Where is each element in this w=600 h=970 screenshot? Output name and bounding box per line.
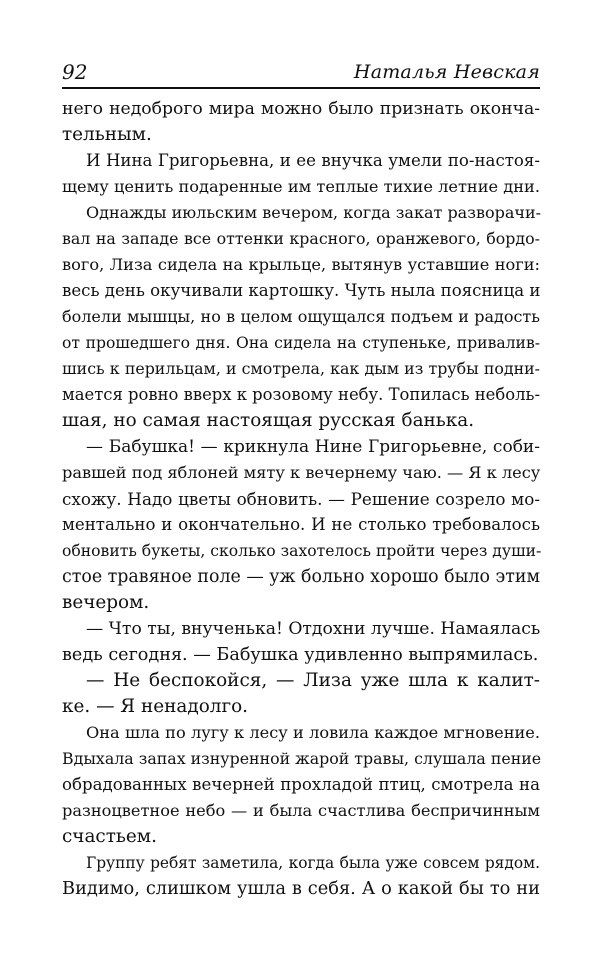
text-line: него недоброго мира можно было признать оконча- <box>62 99 540 119</box>
body-text <box>62 96 540 902</box>
text-line: стое травяное поле — уж больно хорошо было этим <box>62 567 540 587</box>
text-line: — Не беспокойся, — Лиза уже шла к калит- <box>86 670 540 691</box>
text-line: Она шла по лугу к лесу и ловила каждое мгновение. <box>86 723 540 742</box>
text-line: болели мышцы, но в целом ощущался подъем и радость <box>62 307 540 326</box>
text-line: ментально и окончательно. И не столько требовалось <box>62 515 540 534</box>
text-line: счастьем. <box>62 826 157 847</box>
text-line: весь день окучивали картошку. Чуть ныла поясница и <box>62 281 541 300</box>
running-head: Наталья Невская <box>353 61 540 83</box>
text-line: Вдыхала запах изнуренной жарой травы, слушала пение <box>62 749 542 768</box>
text-line: Однажды июльским вечером, когда закат разворачи- <box>86 203 542 222</box>
text-line: тельным. <box>62 124 152 145</box>
text-line: шая, но самая настоящая русская банька. <box>62 410 475 431</box>
text-line: Группу ребят заметила, когда была уже совсем рядом. <box>86 854 540 872</box>
text-line: — Что ты, внученька! Отдохни лучше. Намаялась <box>86 619 541 639</box>
page-header <box>62 56 540 86</box>
text-line: шись к перильцам, и смотрела, как дым из трубы подни- <box>62 359 540 378</box>
text-line: Видимо, слишком ушла в себя. А о какой бы то ни <box>62 878 540 899</box>
text-line: от прошедшего дня. Она сидела на ступеньке, привалив- <box>62 334 540 352</box>
text-line: схожу. Надо цветы обновить. — Решение созрело мо- <box>62 489 540 509</box>
text-line: обновить букеты, сколько захотелось пройти через души- <box>62 542 542 560</box>
text-line: обрадованных вечерней прохладой птиц, смотрела на <box>62 775 540 794</box>
header-rule <box>62 87 540 89</box>
text-line: равшей под яблоней мяту к вечернему чаю. — Я к лесу <box>62 463 541 482</box>
text-line: щему ценить подаренные им теплые тихие летние дни. <box>62 177 540 196</box>
text-line: ведь сегодня. — Бабушка удивленно выпрямилась. <box>62 645 539 665</box>
text-line: вал на западе все оттенки красного, оранжевого, бордо- <box>62 229 540 248</box>
text-line: ке. — Я ненадолго. <box>62 696 248 717</box>
text-line: И Нина Григорьевна, и ее внучка умели по-настоя- <box>86 151 540 170</box>
page-number: 92 <box>62 60 88 84</box>
text-line: мается ровно вверх к розовому небу. Топилась неболь- <box>62 385 540 404</box>
text-line: вого, Лиза сидела на крыльце, вытянув уставшие ноги: <box>62 255 540 274</box>
text-line: вечером. <box>62 592 150 613</box>
text-line: — Бабушка! — крикнула Нине Григорьевне, соби- <box>86 437 540 457</box>
text-line: разноцветное небо — и была счастлива беспричинным <box>62 801 540 820</box>
